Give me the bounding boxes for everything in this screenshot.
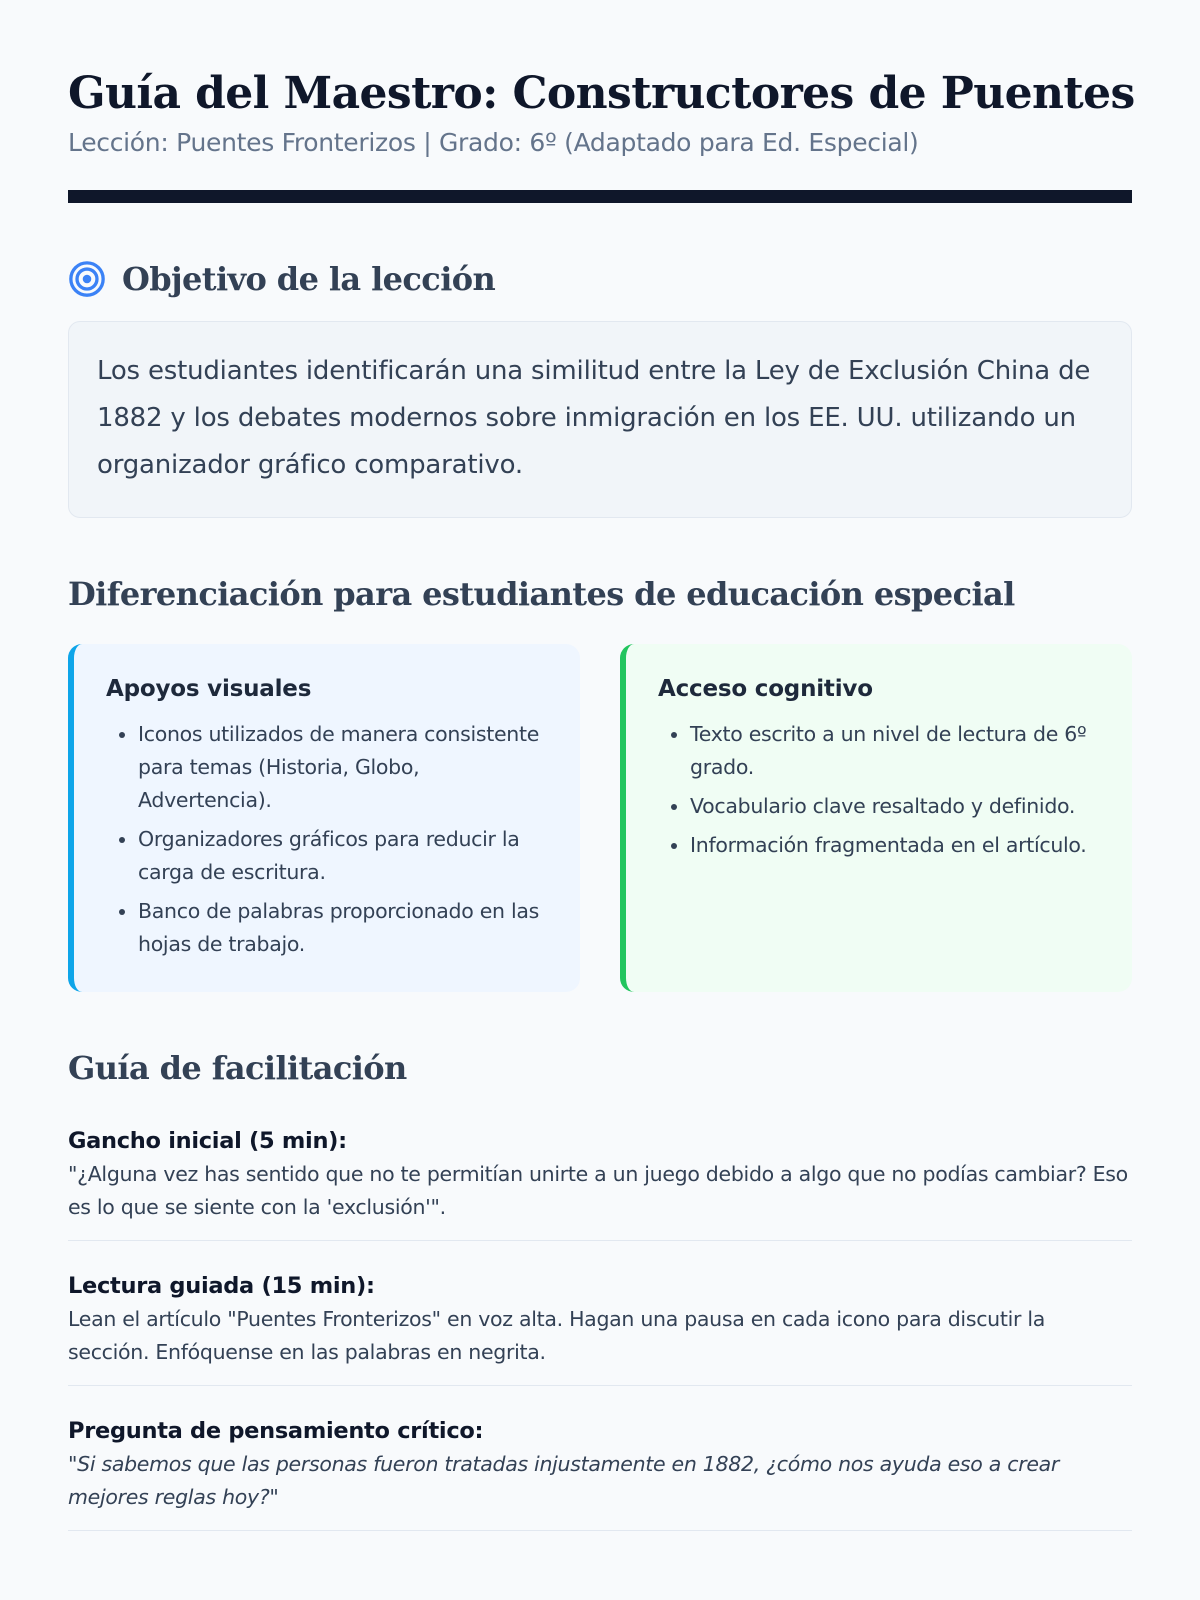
list-item: • Vocabulario clave resaltado y definido. bbox=[690, 790, 1110, 823]
list-item: • Iconos utilizados de manera consistente para temas (Historia, Globo, Advertencia). bbox=[138, 718, 558, 817]
facilitation-step-hook bbox=[68, 1124, 1132, 1241]
step-label: Pregunta de pensamiento crítico: bbox=[68, 1418, 484, 1444]
list-item: • Texto escrito a un nivel de lectura de 6º grado. bbox=[690, 718, 1110, 784]
list-item: • Información fragmentada en el artículo. bbox=[690, 829, 1110, 862]
facilitation-heading: Guía de facilitación bbox=[68, 1049, 407, 1087]
differentiation-cards bbox=[68, 644, 1132, 992]
cognitive-access-card bbox=[620, 644, 1132, 992]
step-text: Lean el artículo "Puentes Fronterizos" en voz alta. Hagan una pausa en cada icono para discutir la sección. Enfóquense en las palabras en negrita. bbox=[68, 1307, 1045, 1364]
card-list bbox=[106, 718, 558, 961]
page-title: Guía del Maestro: Constructores de Puentes bbox=[68, 68, 1135, 119]
card-title: Acceso cognitivo bbox=[658, 676, 873, 702]
facilitation-step-reading bbox=[68, 1269, 1132, 1386]
step-text: "Si sabemos que las personas fueron tratadas injustamente en 1882, ¿cómo nos ayuda eso a crear mejores reglas hoy?" bbox=[68, 1452, 1060, 1509]
objective-box bbox=[68, 321, 1132, 518]
title-divider bbox=[68, 190, 1132, 203]
objective-heading bbox=[68, 259, 1132, 299]
target-icon bbox=[68, 260, 106, 298]
step-label: Lectura guiada (15 min): bbox=[68, 1273, 375, 1299]
step-text: "¿Alguna vez has sentido que no te permitían unirte a un juego debido a algo que no podías cambiar? Eso es lo que se siente con la 'exclusión'". bbox=[68, 1162, 1128, 1219]
differentiation-heading: Diferenciación para estudiantes de educación especial bbox=[68, 575, 1015, 613]
objective-text: Los estudiantes identificarán una similitud entre la Ley de Exclusión China de 1882 y los debates modernos sobre inmigración en los EE. UU. utilizando un organizador gráfico comparativo. bbox=[97, 356, 1091, 480]
visual-supports-card bbox=[68, 644, 580, 992]
page-subtitle: Lección: Puentes Fronterizos | Grado: 6º (Adaptado para Ed. Especial) bbox=[68, 128, 919, 157]
step-label: Gancho inicial (5 min): bbox=[68, 1128, 347, 1154]
list-item: • Organizadores gráficos para reducir la carga de escritura. bbox=[138, 823, 558, 889]
card-list bbox=[658, 718, 1110, 862]
facilitation-step-question bbox=[68, 1414, 1132, 1531]
card-title: Apoyos visuales bbox=[106, 676, 312, 702]
list-item: • Banco de palabras proporcionado en las hojas de trabajo. bbox=[138, 895, 558, 961]
objective-heading-text: Objetivo de la lección bbox=[122, 260, 496, 298]
